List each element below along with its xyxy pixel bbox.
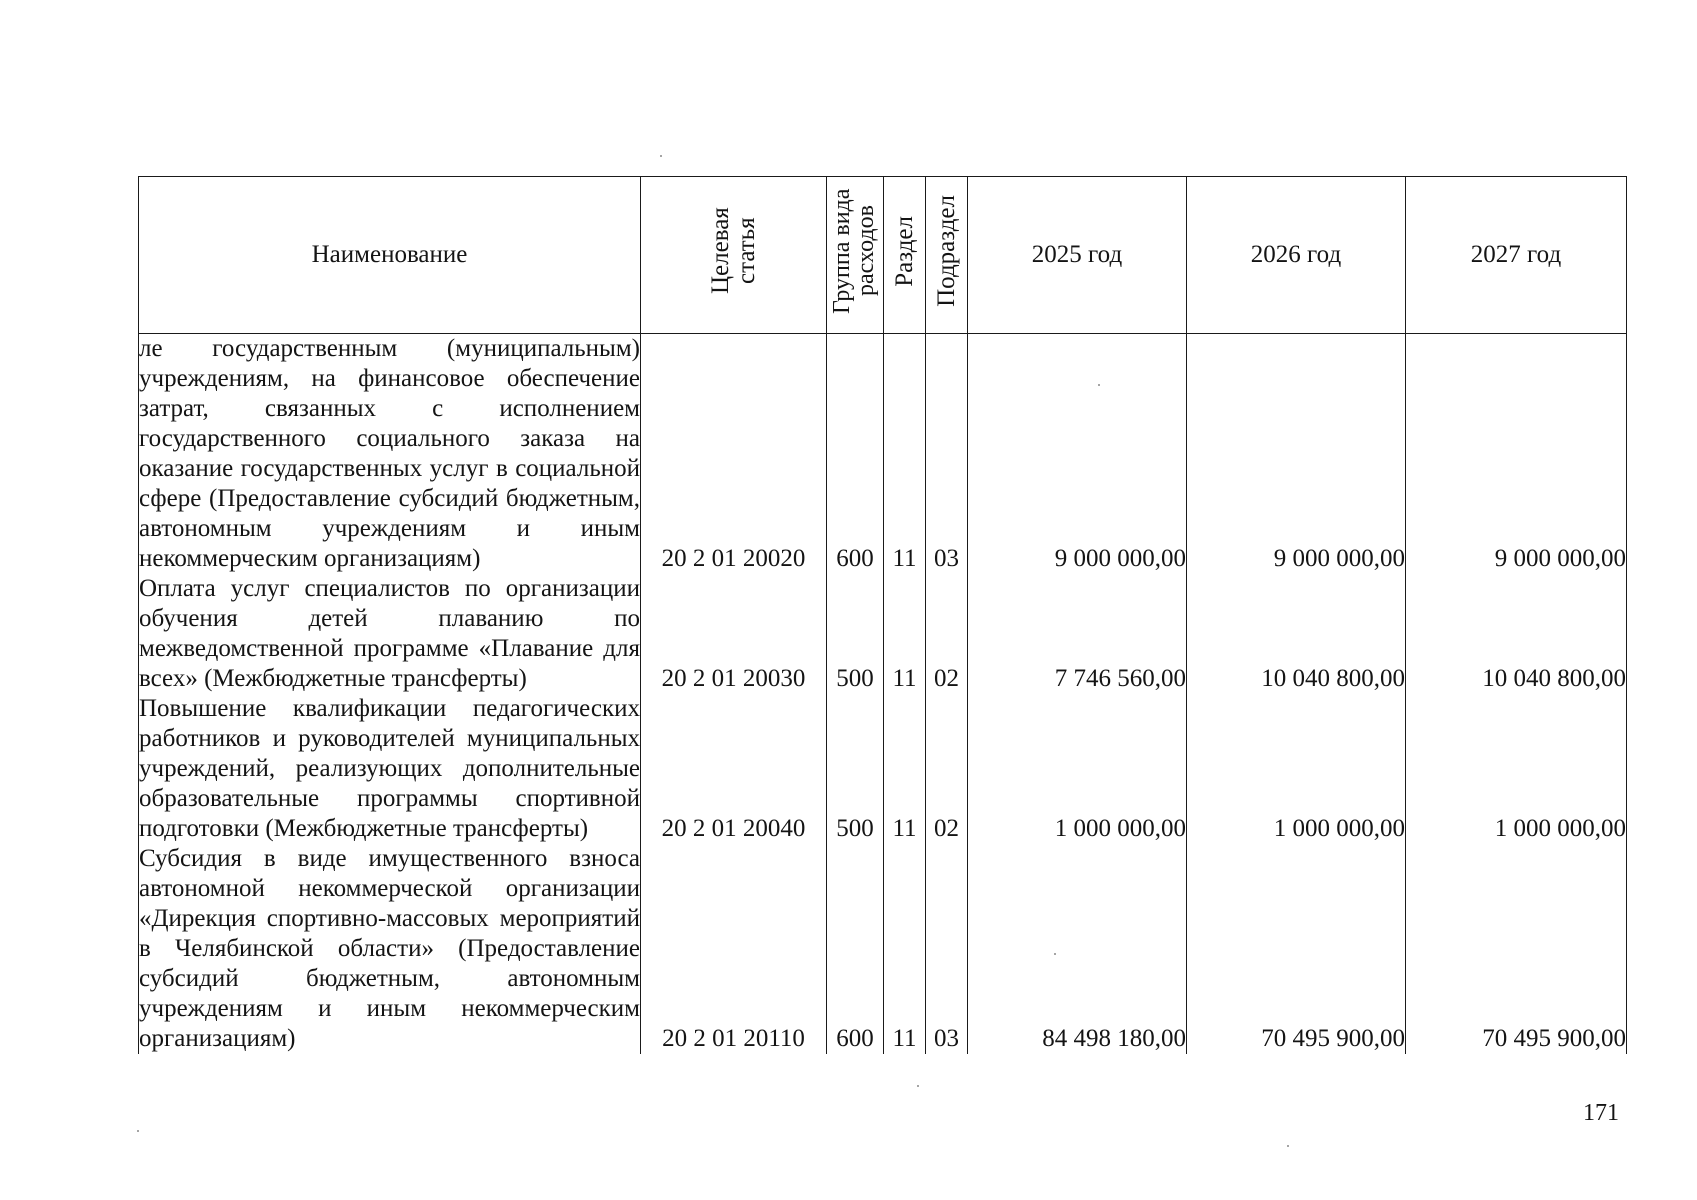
row-section: 11 [884,844,926,1054]
table-row [139,844,1627,1054]
row-target-article: 20 2 01 20020 [641,334,827,575]
row-amount-2026: 10 040 800,00 [1187,574,1406,694]
row-amount-2025: 7 746 560,00 [968,574,1187,694]
header-target-article-label: Целевая статья [706,207,760,295]
row-amount-2027: 10 040 800,00 [1406,574,1627,694]
table-row [139,694,1627,844]
row-amount-2027: 70 495 900,00 [1406,844,1627,1054]
header-name: Наименование [139,177,641,334]
header-section [884,177,926,334]
header-section-label: Раздел [890,215,918,287]
header-year-2026: 2026 год [1187,177,1406,334]
row-amount-2027: 9 000 000,00 [1406,334,1627,575]
row-name: Субсидия в виде имущественного взноса автономной некоммерческой организации «Дирекция спортивно-массовых мероприятий в Челябинской области» (Предоставление субсидий бюджетным, автономным учреждениям и иным некоммерческим организациям) [139,845,640,1052]
row-name: Повышение квалификации педагогических работников и руководителей муниципальных учреждений, реализующих дополнительные образовательные программы спортивной подготовки (Межбюджетные трансферты) [139,695,640,842]
row-subsection: 03 [926,844,968,1054]
row-amount-2025: 9 000 000,00 [968,334,1187,575]
row-name: Оплата услуг специалистов по организации обучения детей плаванию по межведомственной программе «Плавание для всех» (Межбюджетные трансферты) [139,575,640,692]
row-section: 11 [884,334,926,575]
table-header-row [139,177,1627,334]
row-target-article: 20 2 01 20040 [641,694,827,844]
header-year-2025: 2025 год [968,177,1187,334]
row-subsection: 02 [926,694,968,844]
scan-speck [917,1085,919,1087]
scan-speck [137,1130,139,1132]
table-row [139,574,1627,694]
row-amount-2026: 9 000 000,00 [1187,334,1406,575]
row-expense-group: 600 [827,334,884,575]
row-amount-2026: 70 495 900,00 [1187,844,1406,1054]
row-name: ле государственным (муниципальным) учреждениям, на финансовое обеспечение затрат, связанных с исполнением государственного социального заказа на оказание государственных услуг в социальной сфере (Предоставление субсидий бюджетным, автономным учреждениям и иным некоммерческим организациям) [139,335,640,572]
header-subsection [926,177,968,334]
page-number: 171 [1583,1100,1619,1126]
row-amount-2026: 1 000 000,00 [1187,694,1406,844]
header-target-article [641,177,827,334]
header-expense-group [827,177,884,334]
row-amount-2027: 1 000 000,00 [1406,694,1627,844]
row-target-article: 20 2 01 20030 [641,574,827,694]
row-subsection: 03 [926,334,968,575]
row-subsection: 02 [926,574,968,694]
header-year-2027: 2027 год [1406,177,1627,334]
scan-speck [1287,1145,1289,1147]
row-expense-group: 500 [827,694,884,844]
header-expense-group-label: Группа вида расходов [829,188,879,314]
row-section: 11 [884,694,926,844]
scan-speck [1098,384,1100,386]
header-subsection-label: Подраздел [932,195,960,307]
row-section: 11 [884,574,926,694]
row-expense-group: 500 [827,574,884,694]
row-target-article: 20 2 01 20110 [641,844,827,1054]
scan-speck [1054,953,1056,955]
row-amount-2025: 1 000 000,00 [968,694,1187,844]
row-amount-2025: 84 498 180,00 [968,844,1187,1054]
budget-table [138,176,1627,1054]
scan-speck [660,155,662,157]
row-expense-group: 600 [827,844,884,1054]
table-row [139,334,1627,575]
